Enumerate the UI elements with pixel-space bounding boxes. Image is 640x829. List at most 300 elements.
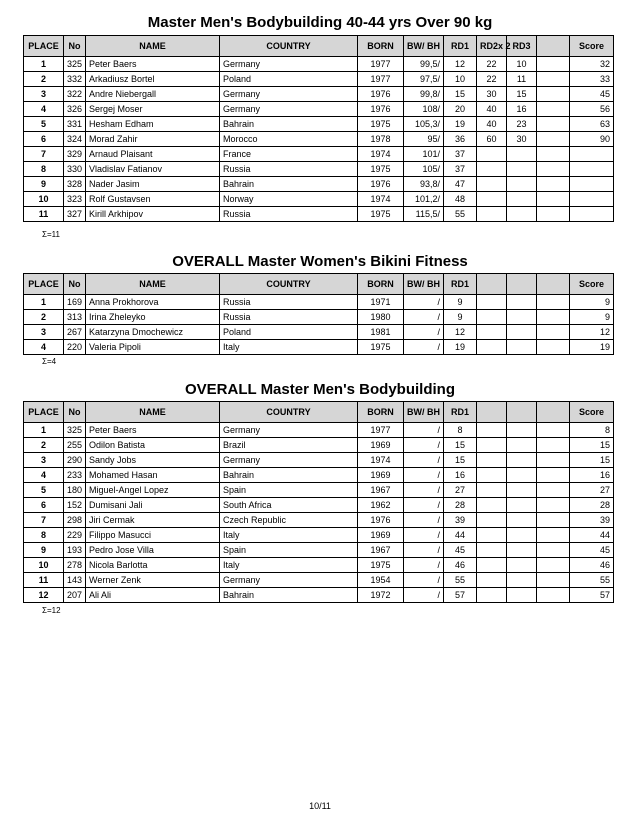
cell-name: Werner Zenk	[86, 573, 220, 588]
section-2-count: Σ=4	[42, 357, 57, 366]
cell-born: 1974	[358, 147, 404, 162]
header-rd1: RD1	[444, 36, 477, 57]
cell-rd1: 27	[444, 483, 477, 498]
cell-score	[570, 207, 614, 222]
cell-place: 9	[24, 177, 64, 192]
cell-rd3	[507, 340, 537, 355]
cell-country: Brazil	[220, 438, 358, 453]
cell-born: 1976	[358, 513, 404, 528]
cell-place: 8	[24, 162, 64, 177]
cell-blank	[537, 310, 570, 325]
header-born: BORN	[358, 36, 404, 57]
cell-name: Nicola Barlotta	[86, 558, 220, 573]
cell-born: 1969	[358, 438, 404, 453]
cell-place: 11	[24, 573, 64, 588]
cell-born: 1967	[358, 483, 404, 498]
table-row	[24, 72, 614, 87]
cell-score: 8	[570, 423, 614, 438]
cell-born: 1969	[358, 468, 404, 483]
cell-score: 46	[570, 558, 614, 573]
cell-score: 45	[570, 543, 614, 558]
section-1-count: Σ=11	[42, 230, 60, 239]
cell-place: 1	[24, 295, 64, 310]
cell-born: 1962	[358, 498, 404, 513]
cell-bw-bh: 115,5/	[404, 207, 444, 222]
cell-rd2x2	[477, 438, 507, 453]
header-no: No	[64, 36, 86, 57]
cell-name: Valeria Pipoli	[86, 340, 220, 355]
cell-rd1: 8	[444, 423, 477, 438]
section-1-title: Master Men's Bodybuilding 40-44 yrs Over 90 kg	[147, 14, 493, 31]
cell-blank	[537, 558, 570, 573]
cell-blank	[537, 498, 570, 513]
table-header-row	[24, 36, 614, 57]
header-rd2x2: RD2x 2	[477, 36, 507, 57]
cell-bw-bh: 95/	[404, 132, 444, 147]
cell-name: Jiri Cermak	[86, 513, 220, 528]
cell-country: Spain	[220, 543, 358, 558]
cell-name: Irina Zheleyko	[86, 310, 220, 325]
cell-score	[570, 147, 614, 162]
header-country: COUNTRY	[220, 36, 358, 57]
cell-rd2x2	[477, 528, 507, 543]
header-place: PLACE	[24, 36, 64, 57]
cell-born: 1977	[358, 423, 404, 438]
cell-no: 313	[64, 310, 86, 325]
cell-score: 45	[570, 87, 614, 102]
cell-no: 324	[64, 132, 86, 147]
cell-bw-bh: /	[404, 453, 444, 468]
cell-rd1: 12	[444, 57, 477, 72]
cell-place: 4	[24, 102, 64, 117]
cell-rd2x2	[477, 207, 507, 222]
cell-no: 169	[64, 295, 86, 310]
cell-rd3: 11	[507, 72, 537, 87]
cell-rd3	[507, 207, 537, 222]
cell-rd3	[507, 438, 537, 453]
cell-rd2x2	[477, 423, 507, 438]
cell-rd1: 15	[444, 438, 477, 453]
cell-no: 328	[64, 177, 86, 192]
cell-blank	[537, 162, 570, 177]
cell-born: 1975	[358, 340, 404, 355]
cell-name: Pedro Jose Villa	[86, 543, 220, 558]
cell-born: 1974	[358, 192, 404, 207]
cell-place: 2	[24, 438, 64, 453]
cell-rd1: 46	[444, 558, 477, 573]
cell-score: 63	[570, 117, 614, 132]
cell-rd2x2	[477, 483, 507, 498]
cell-rd1: 16	[444, 468, 477, 483]
table-row	[24, 325, 614, 340]
cell-rd1: 15	[444, 453, 477, 468]
cell-country: Russia	[220, 295, 358, 310]
cell-country: Spain	[220, 483, 358, 498]
cell-rd3	[507, 498, 537, 513]
header-no: No	[64, 402, 86, 423]
section-2-title: OVERALL Master Women's Bikini Fitness	[172, 253, 468, 270]
cell-country: Italy	[220, 340, 358, 355]
cell-name: Kirill Arkhipov	[86, 207, 220, 222]
cell-born: 1969	[358, 528, 404, 543]
table-row	[24, 453, 614, 468]
cell-rd2x2	[477, 177, 507, 192]
header-no: No	[64, 274, 86, 295]
cell-place: 11	[24, 207, 64, 222]
cell-rd1: 44	[444, 528, 477, 543]
cell-born: 1972	[358, 588, 404, 603]
cell-rd3	[507, 295, 537, 310]
cell-country: South Africa	[220, 498, 358, 513]
table-row	[24, 207, 614, 222]
cell-place: 7	[24, 513, 64, 528]
header-rd1: RD1	[444, 402, 477, 423]
cell-no: 180	[64, 483, 86, 498]
cell-name: Hesham Edham	[86, 117, 220, 132]
cell-born: 1967	[358, 543, 404, 558]
cell-no: 143	[64, 573, 86, 588]
cell-name: Peter Baers	[86, 423, 220, 438]
table-row	[24, 147, 614, 162]
table-row	[24, 528, 614, 543]
cell-bw-bh: 108/	[404, 102, 444, 117]
cell-no: 267	[64, 325, 86, 340]
cell-place: 10	[24, 192, 64, 207]
header-bw-bh: BW/ BH	[404, 36, 444, 57]
cell-rd1: 36	[444, 132, 477, 147]
cell-rd1: 39	[444, 513, 477, 528]
cell-blank	[537, 528, 570, 543]
cell-bw-bh: /	[404, 543, 444, 558]
results-table-3	[23, 401, 614, 603]
cell-rd1: 48	[444, 192, 477, 207]
cell-bw-bh: /	[404, 528, 444, 543]
cell-place: 1	[24, 57, 64, 72]
header-place: PLACE	[24, 402, 64, 423]
cell-bw-bh: 97,5/	[404, 72, 444, 87]
table-row	[24, 498, 614, 513]
table-row	[24, 588, 614, 603]
cell-bw-bh: 101/	[404, 147, 444, 162]
cell-name: Morad Zahir	[86, 132, 220, 147]
cell-place: 12	[24, 588, 64, 603]
cell-no: 326	[64, 102, 86, 117]
cell-rd2x2: 22	[477, 57, 507, 72]
cell-blank	[537, 295, 570, 310]
header-score: Score	[570, 402, 614, 423]
cell-born: 1975	[358, 162, 404, 177]
cell-score: 15	[570, 438, 614, 453]
cell-place: 6	[24, 498, 64, 513]
cell-country: Poland	[220, 325, 358, 340]
cell-born: 1976	[358, 177, 404, 192]
header-bw-bh: BW/ BH	[404, 274, 444, 295]
cell-country: Bahrain	[220, 468, 358, 483]
cell-born: 1974	[358, 453, 404, 468]
cell-rd3	[507, 423, 537, 438]
cell-name: Miguel-Angel Lopez	[86, 483, 220, 498]
cell-score: 27	[570, 483, 614, 498]
cell-born: 1981	[358, 325, 404, 340]
cell-no: 322	[64, 87, 86, 102]
table-row	[24, 558, 614, 573]
cell-score: 44	[570, 528, 614, 543]
header-rd3	[507, 402, 537, 423]
cell-rd1: 19	[444, 340, 477, 355]
cell-no: 220	[64, 340, 86, 355]
cell-rd3: 10	[507, 57, 537, 72]
cell-score: 9	[570, 295, 614, 310]
cell-rd2x2	[477, 468, 507, 483]
cell-rd1: 12	[444, 325, 477, 340]
cell-place: 10	[24, 558, 64, 573]
cell-name: Andre Niebergall	[86, 87, 220, 102]
cell-place: 5	[24, 483, 64, 498]
cell-score: 12	[570, 325, 614, 340]
cell-rd3	[507, 483, 537, 498]
cell-score	[570, 192, 614, 207]
cell-rd3: 23	[507, 117, 537, 132]
table-row	[24, 423, 614, 438]
cell-bw-bh: 105/	[404, 162, 444, 177]
cell-rd1: 20	[444, 102, 477, 117]
cell-bw-bh: 101,2/	[404, 192, 444, 207]
cell-rd3	[507, 558, 537, 573]
cell-name: Sergej Moser	[86, 102, 220, 117]
header-rd2x2	[477, 402, 507, 423]
cell-no: 193	[64, 543, 86, 558]
cell-no: 323	[64, 192, 86, 207]
table-row	[24, 513, 614, 528]
cell-born: 1977	[358, 72, 404, 87]
cell-score: 32	[570, 57, 614, 72]
cell-name: Mohamed Hasan	[86, 468, 220, 483]
cell-name: Arkadiusz Bortel	[86, 72, 220, 87]
cell-place: 3	[24, 325, 64, 340]
cell-blank	[537, 468, 570, 483]
cell-no: 278	[64, 558, 86, 573]
cell-name: Rolf Gustavsen	[86, 192, 220, 207]
cell-born: 1978	[358, 132, 404, 147]
cell-blank	[537, 543, 570, 558]
cell-bw-bh: 105,3/	[404, 117, 444, 132]
cell-rd2x2	[477, 295, 507, 310]
cell-born: 1975	[358, 558, 404, 573]
cell-bw-bh: 99,5/	[404, 57, 444, 72]
cell-born: 1977	[358, 57, 404, 72]
cell-born: 1954	[358, 573, 404, 588]
cell-name: Odilon Batista	[86, 438, 220, 453]
header-bw-bh: BW/ BH	[404, 402, 444, 423]
cell-bw-bh: /	[404, 340, 444, 355]
cell-country: Bahrain	[220, 177, 358, 192]
cell-score: 57	[570, 588, 614, 603]
cell-place: 3	[24, 453, 64, 468]
cell-score	[570, 162, 614, 177]
table-row	[24, 132, 614, 147]
cell-name: Filippo Masucci	[86, 528, 220, 543]
page-number: 10/11	[309, 801, 331, 811]
table-header-row	[24, 274, 614, 295]
header-score: Score	[570, 274, 614, 295]
cell-born: 1975	[358, 117, 404, 132]
cell-blank	[537, 207, 570, 222]
cell-blank	[537, 573, 570, 588]
cell-blank	[537, 325, 570, 340]
cell-no: 332	[64, 72, 86, 87]
cell-name: Katarzyna Dmochewicz	[86, 325, 220, 340]
cell-rd2x2	[477, 513, 507, 528]
table-row	[24, 102, 614, 117]
table-row	[24, 543, 614, 558]
header-rd1: RD1	[444, 274, 477, 295]
cell-blank	[537, 147, 570, 162]
cell-born: 1975	[358, 207, 404, 222]
table-row	[24, 117, 614, 132]
header-born: BORN	[358, 402, 404, 423]
cell-score: 28	[570, 498, 614, 513]
cell-rd1: 55	[444, 207, 477, 222]
table-row	[24, 483, 614, 498]
cell-rd3	[507, 310, 537, 325]
cell-no: 233	[64, 468, 86, 483]
cell-country: Italy	[220, 558, 358, 573]
cell-score: 55	[570, 573, 614, 588]
cell-bw-bh: /	[404, 483, 444, 498]
cell-place: 2	[24, 72, 64, 87]
table-row	[24, 57, 614, 72]
header-name: NAME	[86, 274, 220, 295]
cell-bw-bh: /	[404, 468, 444, 483]
cell-rd2x2: 40	[477, 102, 507, 117]
cell-rd2x2: 30	[477, 87, 507, 102]
cell-place: 4	[24, 340, 64, 355]
cell-name: Ali Ali	[86, 588, 220, 603]
cell-born: 1971	[358, 295, 404, 310]
cell-blank	[537, 72, 570, 87]
cell-no: 329	[64, 147, 86, 162]
cell-score	[570, 177, 614, 192]
cell-no: 152	[64, 498, 86, 513]
cell-rd2x2	[477, 162, 507, 177]
cell-bw-bh: 99,8/	[404, 87, 444, 102]
cell-country: Poland	[220, 72, 358, 87]
cell-rd3	[507, 192, 537, 207]
cell-rd2x2	[477, 543, 507, 558]
cell-rd2x2	[477, 147, 507, 162]
cell-blank	[537, 483, 570, 498]
table-row	[24, 340, 614, 355]
cell-country: Germany	[220, 423, 358, 438]
cell-rd3	[507, 573, 537, 588]
cell-place: 4	[24, 468, 64, 483]
table-row	[24, 177, 614, 192]
results-table-1	[23, 35, 614, 222]
cell-place: 2	[24, 310, 64, 325]
cell-bw-bh: /	[404, 310, 444, 325]
cell-rd2x2	[477, 325, 507, 340]
cell-rd1: 37	[444, 147, 477, 162]
cell-no: 298	[64, 513, 86, 528]
cell-country: Russia	[220, 207, 358, 222]
cell-country: Norway	[220, 192, 358, 207]
cell-no: 325	[64, 423, 86, 438]
cell-name: Anna Prokhorova	[86, 295, 220, 310]
cell-no: 207	[64, 588, 86, 603]
cell-country: Germany	[220, 573, 358, 588]
header-born: BORN	[358, 274, 404, 295]
cell-country: France	[220, 147, 358, 162]
cell-rd1: 9	[444, 310, 477, 325]
cell-no: 255	[64, 438, 86, 453]
cell-blank	[537, 57, 570, 72]
cell-rd2x2	[477, 558, 507, 573]
header-blank	[537, 402, 570, 423]
cell-bw-bh: /	[404, 498, 444, 513]
cell-bw-bh: /	[404, 423, 444, 438]
table-row	[24, 438, 614, 453]
cell-country: Germany	[220, 453, 358, 468]
cell-blank	[537, 192, 570, 207]
cell-rd1: 57	[444, 588, 477, 603]
cell-place: 8	[24, 528, 64, 543]
cell-rd1: 55	[444, 573, 477, 588]
cell-no: 331	[64, 117, 86, 132]
results-table-2	[23, 273, 614, 355]
cell-rd3: 15	[507, 87, 537, 102]
cell-name: Dumisani Jali	[86, 498, 220, 513]
cell-bw-bh: /	[404, 295, 444, 310]
cell-rd2x2	[477, 573, 507, 588]
cell-rd2x2	[477, 310, 507, 325]
header-country: COUNTRY	[220, 274, 358, 295]
header-blank	[537, 36, 570, 57]
cell-rd2x2	[477, 340, 507, 355]
table-row	[24, 310, 614, 325]
cell-rd3	[507, 453, 537, 468]
cell-rd1: 10	[444, 72, 477, 87]
cell-place: 1	[24, 423, 64, 438]
cell-blank	[537, 340, 570, 355]
cell-rd2x2	[477, 453, 507, 468]
table-row	[24, 87, 614, 102]
cell-rd1: 28	[444, 498, 477, 513]
cell-blank	[537, 102, 570, 117]
header-name: NAME	[86, 402, 220, 423]
header-score: Score	[570, 36, 614, 57]
cell-country: Russia	[220, 162, 358, 177]
table-row	[24, 192, 614, 207]
cell-place: 9	[24, 543, 64, 558]
cell-score: 19	[570, 340, 614, 355]
cell-rd3	[507, 325, 537, 340]
cell-rd3	[507, 147, 537, 162]
cell-score: 39	[570, 513, 614, 528]
cell-blank	[537, 117, 570, 132]
cell-no: 327	[64, 207, 86, 222]
cell-name: Arnaud Plaisant	[86, 147, 220, 162]
cell-name: Peter Baers	[86, 57, 220, 72]
cell-bw-bh: /	[404, 588, 444, 603]
cell-blank	[537, 177, 570, 192]
cell-rd3: 16	[507, 102, 537, 117]
header-name: NAME	[86, 36, 220, 57]
cell-rd2x2: 60	[477, 132, 507, 147]
cell-bw-bh: /	[404, 558, 444, 573]
cell-country: Italy	[220, 528, 358, 543]
header-rd3	[507, 274, 537, 295]
cell-score: 15	[570, 453, 614, 468]
